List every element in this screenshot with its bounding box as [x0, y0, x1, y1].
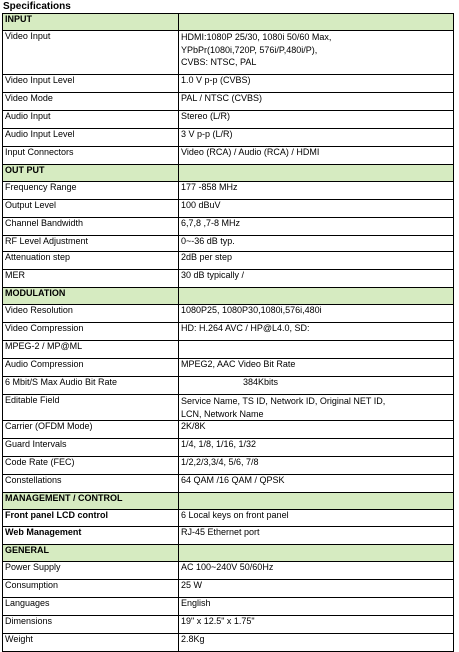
- spec-value: 1/4, 1/8, 1/16, 1/32: [179, 439, 454, 457]
- section-header-row: [3, 288, 454, 305]
- spec-value: 25 W: [179, 580, 454, 598]
- spec-value: 19" x 12.5" x 1.75": [179, 616, 454, 634]
- spec-row: [3, 182, 454, 200]
- spec-label: Audio Compression: [3, 359, 179, 377]
- spec-label: Guard Intervals: [3, 439, 179, 457]
- spec-row: [3, 270, 454, 288]
- spec-label: Editable Field: [3, 395, 179, 421]
- spec-label: Consumption: [3, 580, 179, 598]
- spec-label: Video Input: [3, 31, 179, 75]
- spec-value: 100 dBuV: [179, 200, 454, 218]
- spec-value: 384Kbits: [179, 377, 454, 395]
- spec-row: [3, 323, 454, 341]
- spec-label: Code Rate (FEC): [3, 457, 179, 475]
- spec-row: [3, 129, 454, 147]
- spec-label: Attenuation step: [3, 252, 179, 270]
- spec-value: Video (RCA) / Audio (RCA) / HDMI: [179, 147, 454, 165]
- spec-label: Input Connectors: [3, 147, 179, 165]
- section-header-row: [3, 14, 454, 31]
- spec-label: Video Mode: [3, 93, 179, 111]
- spec-value: 1080P25, 1080P30,1080i,576i,480i: [179, 305, 454, 323]
- spec-value: MPEG2, AAC Video Bit Rate: [179, 359, 454, 377]
- spec-value: 6,7,8 ,7-8 MHz: [179, 218, 454, 236]
- spec-label: Web Management: [3, 527, 179, 545]
- spec-row: [3, 341, 454, 359]
- spec-row: [3, 147, 454, 165]
- spec-row: [3, 616, 454, 634]
- spec-label: Carrier (OFDM Mode): [3, 421, 179, 439]
- spec-row: [3, 218, 454, 236]
- section-header-row: [3, 545, 454, 562]
- section-blank-cell: [179, 288, 454, 305]
- spec-value: 2dB per step: [179, 252, 454, 270]
- section-title: INPUT: [3, 14, 179, 31]
- spec-value: 6 Local keys on front panel: [179, 510, 454, 527]
- spec-row: [3, 634, 454, 652]
- spec-label: 6 Mbit/S Max Audio Bit Rate: [3, 377, 179, 395]
- section-title: OUT PUT: [3, 165, 179, 182]
- section-blank-cell: [179, 14, 454, 31]
- spec-row: [3, 359, 454, 377]
- spec-value: 2.8Kg: [179, 634, 454, 652]
- spec-value: [179, 341, 454, 359]
- spec-value: 64 QAM /16 QAM / QPSK: [179, 475, 454, 493]
- spec-label: Audio Input Level: [3, 129, 179, 147]
- specifications-table-body: [3, 14, 454, 652]
- section-title: MODULATION: [3, 288, 179, 305]
- spec-label: Power Supply: [3, 562, 179, 580]
- spec-label: Output Level: [3, 200, 179, 218]
- spec-label: Languages: [3, 598, 179, 616]
- section-title: GENERAL: [3, 545, 179, 562]
- spec-row: [3, 510, 454, 527]
- spec-label: Weight: [3, 634, 179, 652]
- page-title: Specifications: [3, 1, 71, 12]
- spec-label: Frequency Range: [3, 182, 179, 200]
- spec-row: [3, 93, 454, 111]
- spec-row: [3, 421, 454, 439]
- spec-row: [3, 200, 454, 218]
- spec-row: [3, 75, 454, 93]
- spec-row: [3, 395, 454, 421]
- spec-value: PAL / NTSC (CVBS): [179, 93, 454, 111]
- spec-label: Front panel LCD control: [3, 510, 179, 527]
- spec-row: [3, 580, 454, 598]
- spec-row: [3, 31, 454, 75]
- spec-row: [3, 598, 454, 616]
- spec-value: RJ-45 Ethernet port: [179, 527, 454, 545]
- spec-label: Audio Input: [3, 111, 179, 129]
- spec-value: 2K/8K: [179, 421, 454, 439]
- spec-row: [3, 562, 454, 580]
- spec-row: [3, 236, 454, 252]
- spec-value: 3 V p-p (L/R): [179, 129, 454, 147]
- section-header-row: [3, 165, 454, 182]
- spec-value: AC 100~240V 50/60Hz: [179, 562, 454, 580]
- section-blank-cell: [179, 165, 454, 182]
- spec-value: 1/2,2/3,3/4, 5/6, 7/8: [179, 457, 454, 475]
- spec-row: [3, 439, 454, 457]
- spec-label: Dimensions: [3, 616, 179, 634]
- spec-label: Constellations: [3, 475, 179, 493]
- spec-row: [3, 111, 454, 129]
- spec-row: [3, 252, 454, 270]
- spec-value: English: [179, 598, 454, 616]
- spec-row: [3, 377, 454, 395]
- spec-label: MER: [3, 270, 179, 288]
- section-header-row: [3, 493, 454, 510]
- section-blank-cell: [179, 545, 454, 562]
- spec-label: Video Compression: [3, 323, 179, 341]
- spec-row: [3, 457, 454, 475]
- spec-value: HDMI:1080P 25/30, 1080i 50/60 Max, YPbPr(1080i,720P, 576i/P,480i/P), CVBS: NTSC, PAL: [179, 31, 454, 75]
- spec-row: [3, 527, 454, 545]
- spec-label: MPEG-2 / MP@ML: [3, 341, 179, 359]
- section-title: MANAGEMENT / CONTROL: [3, 493, 179, 510]
- spec-value: Service Name, TS ID, Network ID, Original NET ID, LCN, Network Name: [179, 395, 454, 421]
- spec-label: Video Resolution: [3, 305, 179, 323]
- spec-value: Stereo (L/R): [179, 111, 454, 129]
- spec-value: 30 dB typically /: [179, 270, 454, 288]
- section-blank-cell: [179, 493, 454, 510]
- spec-label: Channel Bandwidth: [3, 218, 179, 236]
- spec-value: 177 -858 MHz: [179, 182, 454, 200]
- spec-row: [3, 475, 454, 493]
- spec-row: [3, 305, 454, 323]
- spec-value: 1.0 V p-p (CVBS): [179, 75, 454, 93]
- spec-value: 0~-36 dB typ.: [179, 236, 454, 252]
- spec-label: RF Level Adjustment: [3, 236, 179, 252]
- spec-value: HD: H.264 AVC / HP@L4.0, SD:: [179, 323, 454, 341]
- spec-label: Video Input Level: [3, 75, 179, 93]
- specifications-table: [2, 13, 454, 652]
